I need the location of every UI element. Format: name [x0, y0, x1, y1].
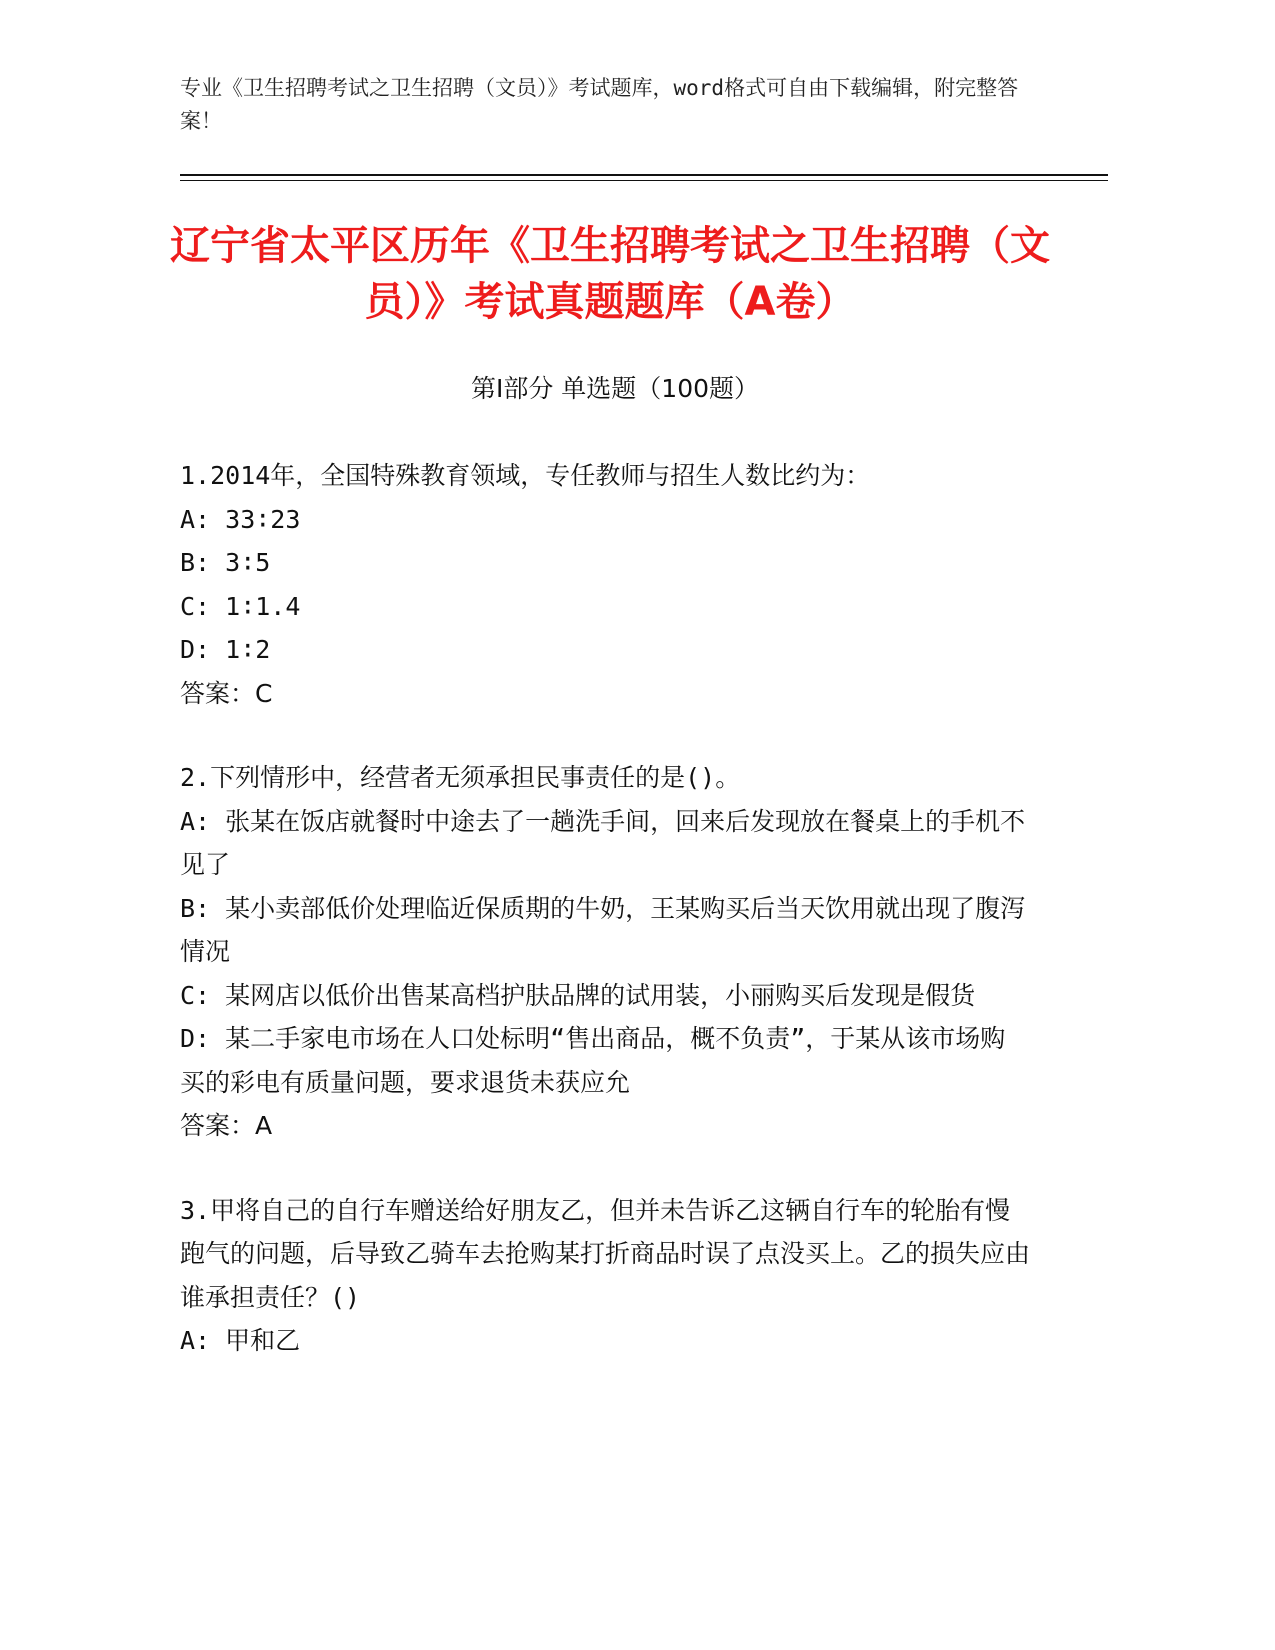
- header-divider-thin: [180, 180, 1108, 181]
- header-divider-thick: [180, 174, 1108, 176]
- option-c: C: 1∶1.4: [180, 591, 301, 621]
- option-a: A: 张某在饭店就餐时中途去了一趟洗手间，回来后发现放在餐桌上的手机不见了: [180, 806, 1026, 879]
- option-a: A: 甲和乙: [180, 1326, 301, 1355]
- option-d: D: 1∶2: [180, 635, 271, 664]
- option-d: D: 某二手家电市场在人口处标明“售出商品，概不负责”，于某从该市场购买的彩电有质量问题，要求退货未获应允: [180, 1024, 1006, 1097]
- answer-line: 答案：C: [180, 678, 273, 708]
- option-b: B: 3∶5: [180, 548, 271, 577]
- option-a: A: 33∶23: [180, 504, 301, 534]
- question-3: [180, 1189, 1030, 1363]
- question-stem: 3.甲将自己的自行车赠送给好朋友乙，但并未告诉乙这辆自行车的轮胎有慢跑气的问题，后导致乙骑车去抢购某打折商品时误了点没买上。乙的损失应由谁承担责任？(): [180, 1195, 1031, 1312]
- section-heading: 第I部分 单选题（100题）: [470, 374, 760, 403]
- option-b: B: 某小卖部低价处理临近保质期的牛奶，王某购买后当天饮用就出现了腹泻情况: [180, 893, 1026, 966]
- question-2: [180, 756, 1030, 1148]
- question-list: [180, 454, 1030, 1404]
- answer-line: 答案：A: [180, 1111, 273, 1140]
- option-c: C: 某网店以低价出售某高档护肤品牌的试用装，小丽购买后发现是假货: [180, 980, 976, 1010]
- header-note: 专业《卫生招聘考试之卫生招聘（文员）》考试题库，word格式可自由下载编辑，附完整答案！: [180, 76, 1019, 133]
- question-stem: 2.下列情形中，经营者无须承担民事责任的是()。: [180, 763, 741, 792]
- question-stem: 1.2014年，全国特殊教育领域，专任教师与招生人数比约为：: [180, 461, 871, 490]
- question-1: [180, 454, 1030, 715]
- document-title: 辽宁省太平区历年《卫生招聘考试之卫生招聘（文员）》考试真题题库（A卷）: [170, 223, 1050, 325]
